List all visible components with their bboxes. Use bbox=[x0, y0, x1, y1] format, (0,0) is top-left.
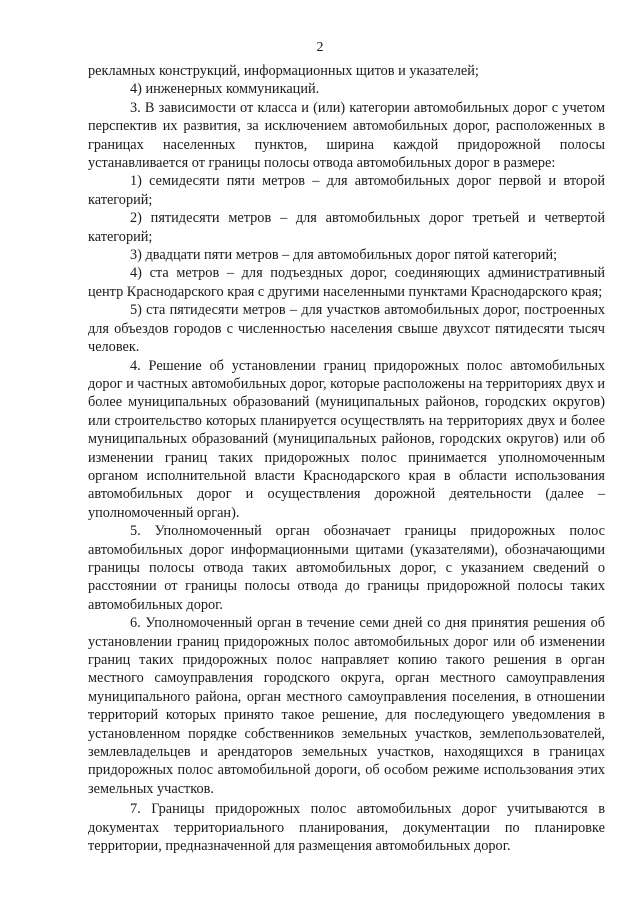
clause-6: 6. Уполномоченный орган в течение семи дней со дня принятия решения об установлении границ придорожных полос автомобильных дорог или об изменении границ таких придорожных полос направляет копию такого решения в орган местного самоуправления городского округа, орган местного самоуправления муниципального района, орган местного самоуправления поселения, в отношении территорий которых принято такое решение, для последующего уведомления в установленном порядке собственников земельных участков, землепользователей, землевладельцев и арендаторов земельных участков, находящихся в границах придорожных полос автомобильной дороги, об особом режиме использования этих земельных участков. bbox=[88, 615, 605, 797]
clause-3-item-5: 5) ста пятидесяти метров – для участков автомобильных дорог, построенных для объездов городов с численностью населения свыше двухсот пятидесяти тысяч человек. bbox=[88, 302, 605, 356]
list-item-4-engineering: 4) инженерных коммуникаций. bbox=[130, 81, 320, 98]
clause-3-item-4: 4) ста метров – для подъездных дорог, соединяющих административный центр Краснодарского края с другими населенными пунктами Краснодарского края; bbox=[88, 265, 605, 300]
page-number: 2 bbox=[316, 40, 324, 55]
clause-5: 5. Уполномоченный орган обозначает границы придорожных полос автомобильных дорог информационными щитами (указателями), обозначающими границы полосы отвода таких автомобильных дорог, с указанием сведений о расстоянии от границы полосы отвода до границы придорожной полосы таких автомобильных дорог. bbox=[88, 523, 605, 613]
clause-3-item-3: 3) двадцати пяти метров – для автомобильных дорог пятой категорий; bbox=[130, 247, 558, 264]
clause-7: 7. Границы придорожных полос автомобильных дорог учитываются в документах территориального планирования, документации по планировке территории, предназначенной для размещения автомобильных дорог. bbox=[88, 801, 605, 855]
document-body bbox=[88, 62, 605, 855]
clause-3: 3. В зависимости от класса и (или) категории автомобильных дорог с учетом перспектив их развития, за исключением автомобильных дорог, расположенных в границах населенных пунктов, ширина каждой придорожной полосы устанавливается от границы полосы отвода автомобильных дорог в размере: bbox=[88, 99, 605, 172]
clause-4: 4. Решение об установлении границ придорожных полос автомобильных дорог и частных автомобильных дорог, которые расположены на территориях двух и более муниципальных образований (муниципальных районов, городских округов) или строительство которых планируется осуществлять на территориях двух и более муниципальных образований (муниципальных районов, городских округов) или об изменении границ таких придорожных полос принимается уполномоченным органом исполнительной власти Краснодарского края в области использования автомобильных дорог и осуществления дорожной деятельности (далее – уполномоченный орган). bbox=[88, 357, 605, 521]
paragraph-continuation: рекламных конструкций, информационных щитов и указателей; bbox=[88, 63, 479, 79]
clause-3-item-1: 1) семидесяти пяти метров – для автомобильных дорог первой и второй категорий; bbox=[88, 173, 605, 208]
clause-3-item-2: 2) пятидесяти метров – для автомобильных дорог третьей и четвертой категорий; bbox=[88, 210, 605, 245]
